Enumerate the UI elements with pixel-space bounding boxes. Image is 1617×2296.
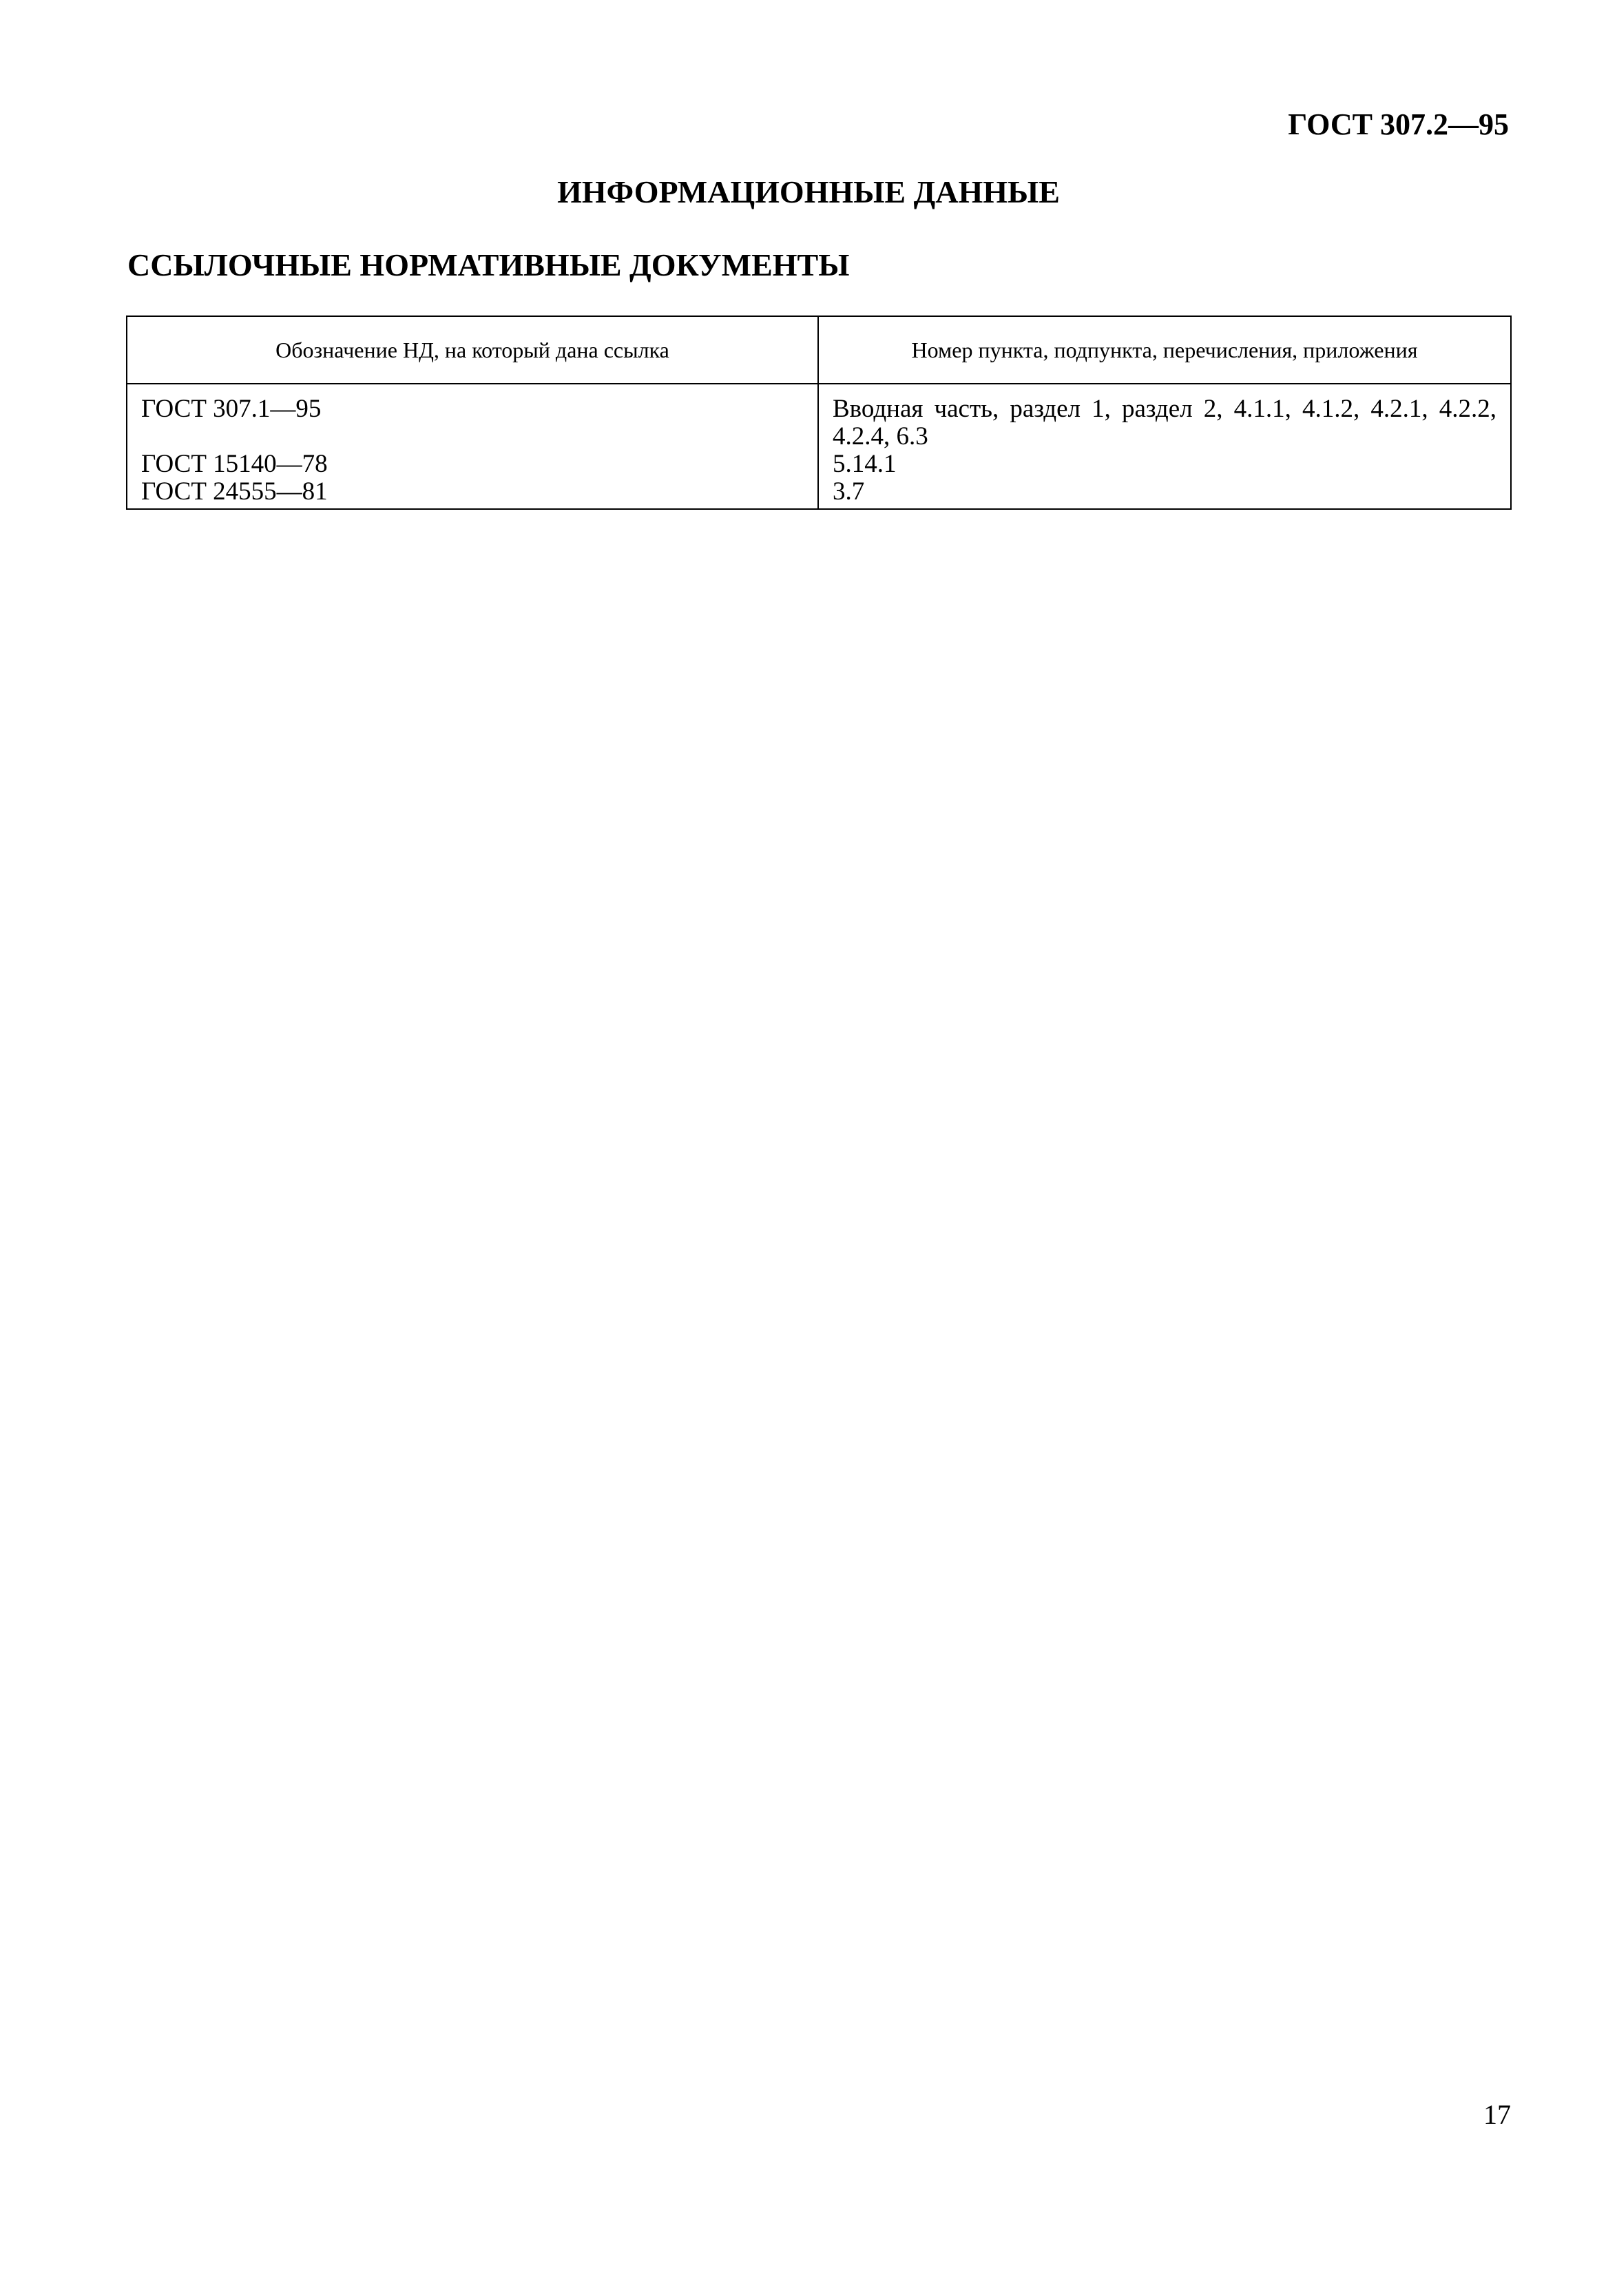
- sections-cell: 5.14.1: [818, 451, 1511, 478]
- page-number: 17: [1483, 2099, 1511, 2130]
- subsection-title: ССЫЛОЧНЫЕ НОРМАТИВНЫЕ ДОКУМЕНТЫ: [127, 247, 850, 282]
- sections-cell: Вводная часть, раздел 1, раздел 2, 4.1.1, 4.1.2, 4.2.1, 4.2.2, 4.2.4, 6.3: [818, 384, 1511, 451]
- document-cell: ГОСТ 15140—78: [127, 451, 818, 478]
- references-table: [126, 316, 1512, 510]
- table-row: [127, 384, 1511, 451]
- document-code: ГОСТ 307.2—95: [1288, 107, 1509, 141]
- column-header-sections: Номер пункта, подпункта, перечисления, приложения: [818, 316, 1511, 384]
- sections-cell: 3.7: [818, 478, 1511, 509]
- section-title: ИНФОРМАЦИОННЫЕ ДАННЫЕ: [557, 174, 1060, 209]
- column-header-document: Обозначение НД, на который дана ссылка: [127, 316, 818, 384]
- table-header-row: [127, 316, 1511, 384]
- table-row: [127, 451, 1511, 478]
- document-cell: ГОСТ 24555—81: [127, 478, 818, 509]
- document-cell: ГОСТ 307.1—95: [127, 384, 818, 451]
- table-row: [127, 478, 1511, 509]
